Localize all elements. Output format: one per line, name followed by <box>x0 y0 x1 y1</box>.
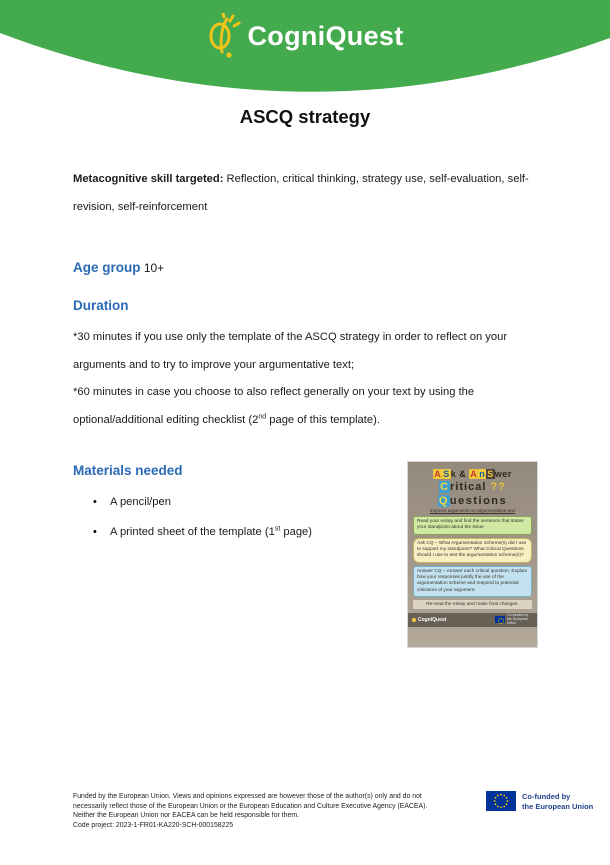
page-title: ASCQ strategy <box>239 106 371 127</box>
eu-text-line2: the European Union <box>522 801 594 811</box>
title-text: uestions <box>449 495 508 507</box>
ordinal-superscript: st <box>274 525 281 533</box>
metacognitive-skill-value: Reflection, critical thinking, strategy use, self-evaluation, self-revision, self-reinforcement <box>73 173 529 213</box>
list-item <box>93 496 393 509</box>
list-item-text <box>110 526 312 539</box>
eu-cofunded-text <box>522 791 593 811</box>
item-text-end: page) <box>280 526 312 538</box>
poster-title <box>413 467 532 513</box>
highlight-letter: C <box>440 481 450 493</box>
heading-materials-needed: Materials needed <box>73 463 183 478</box>
bullet-icon: • <box>93 496 97 508</box>
footer-line: Funded by the European Union. Views and opinions expressed are however those of the author(s) only and do not <box>73 793 422 800</box>
footer-line-code-project: Code project: 2023-1-FR01-KA220-SCH-000158225 <box>73 822 234 830</box>
poster-step-read: Read your essay and find the sentence that states your standpoint about the issue <box>413 516 532 535</box>
poster-step-ask-cq: Ask CQ – What Argumentation Scheme(s) did I use to support my standpoint? What Critical Questions should I use to test the argumentation scheme(s)? <box>413 538 532 563</box>
eu-flag-icon <box>495 616 505 623</box>
poster-subtitle: Improve arguments on argumentative text <box>429 508 516 513</box>
highlight-letter: n <box>479 469 486 479</box>
eu-flag-icon <box>486 791 516 811</box>
poster-step-answer-cq: Answer CQ – Answer each critical question; Explain how your responses justify the use of the argumentation scheme and respond to potential criticisms of your argument. <box>413 566 532 597</box>
cogniquest-logo <box>0 13 610 59</box>
duration-60-text: *60 minutes in case you choose to also reflect generally on your text by using the optional/additional editing checklist (2 <box>73 386 475 426</box>
highlight-letter: A <box>434 469 442 479</box>
highlight-letter: S <box>487 469 494 479</box>
title-text: k & <box>450 469 470 479</box>
list-item <box>93 526 393 539</box>
cogniquest-logo-icon <box>207 13 241 59</box>
footer-line: necessarily reflect those of the European Union or the European Education and Culture Executive Agency (EACEA). <box>73 802 428 810</box>
eu-cofunded-logo <box>486 791 593 811</box>
heading-age-group <box>73 260 164 275</box>
age-group-value: 10+ <box>140 261 165 275</box>
duration-60-text-end: page of this template). <box>266 413 380 426</box>
footer-disclaimer <box>73 792 485 831</box>
poster-brand <box>412 617 446 623</box>
heading-duration: Duration <box>73 298 129 313</box>
eu-stars <box>486 791 516 811</box>
highlight-letter: A <box>470 469 478 479</box>
materials-list <box>93 496 393 556</box>
poster-brand-icon <box>412 618 416 622</box>
ascq-poster-image <box>407 461 538 648</box>
poster-footer-bar <box>408 613 537 627</box>
metacognitive-skill-label: Metacognitive skill targeted: <box>73 173 224 185</box>
poster-brand-text: CogniQuest <box>418 616 447 623</box>
poster-eu-label: Co-funded by the European Union <box>507 613 529 625</box>
highlight-letter: S <box>443 469 450 479</box>
ordinal-superscript: nd <box>258 412 267 420</box>
duration-paragraph-30: *30 minutes if you use only the template of the ASCQ strategy in order to reflect on your arguments and to try to improve your argumentative text; <box>73 331 508 371</box>
duration-paragraph-60 <box>73 379 555 434</box>
list-item-text <box>110 496 171 509</box>
eu-text-line1: Co-funded by <box>522 792 571 801</box>
age-group-heading-text: Age group <box>73 260 141 275</box>
cogniquest-logo-text: CogniQuest <box>247 20 404 51</box>
highlight-letter: Q <box>438 495 449 507</box>
item-text: A pencil/pen <box>110 496 171 508</box>
poster-step-reread: Re-read the essay and make final changes. <box>413 600 532 609</box>
title-text: wer <box>494 469 512 479</box>
poster-title-line3 <box>413 495 532 507</box>
bullet-icon: • <box>93 526 97 538</box>
title-text: ritical <box>450 481 487 493</box>
footer-line: Neither the European Union nor EACEA can be held responsible for them. <box>73 812 299 820</box>
question-marks: ?? <box>486 481 506 493</box>
poster-eu-logo <box>495 614 533 626</box>
poster-title-line1 <box>413 469 532 479</box>
poster-title-line2 <box>413 481 532 493</box>
item-text: A printed sheet of the template (1 <box>110 526 275 538</box>
metacognitive-skill-paragraph <box>73 166 555 221</box>
